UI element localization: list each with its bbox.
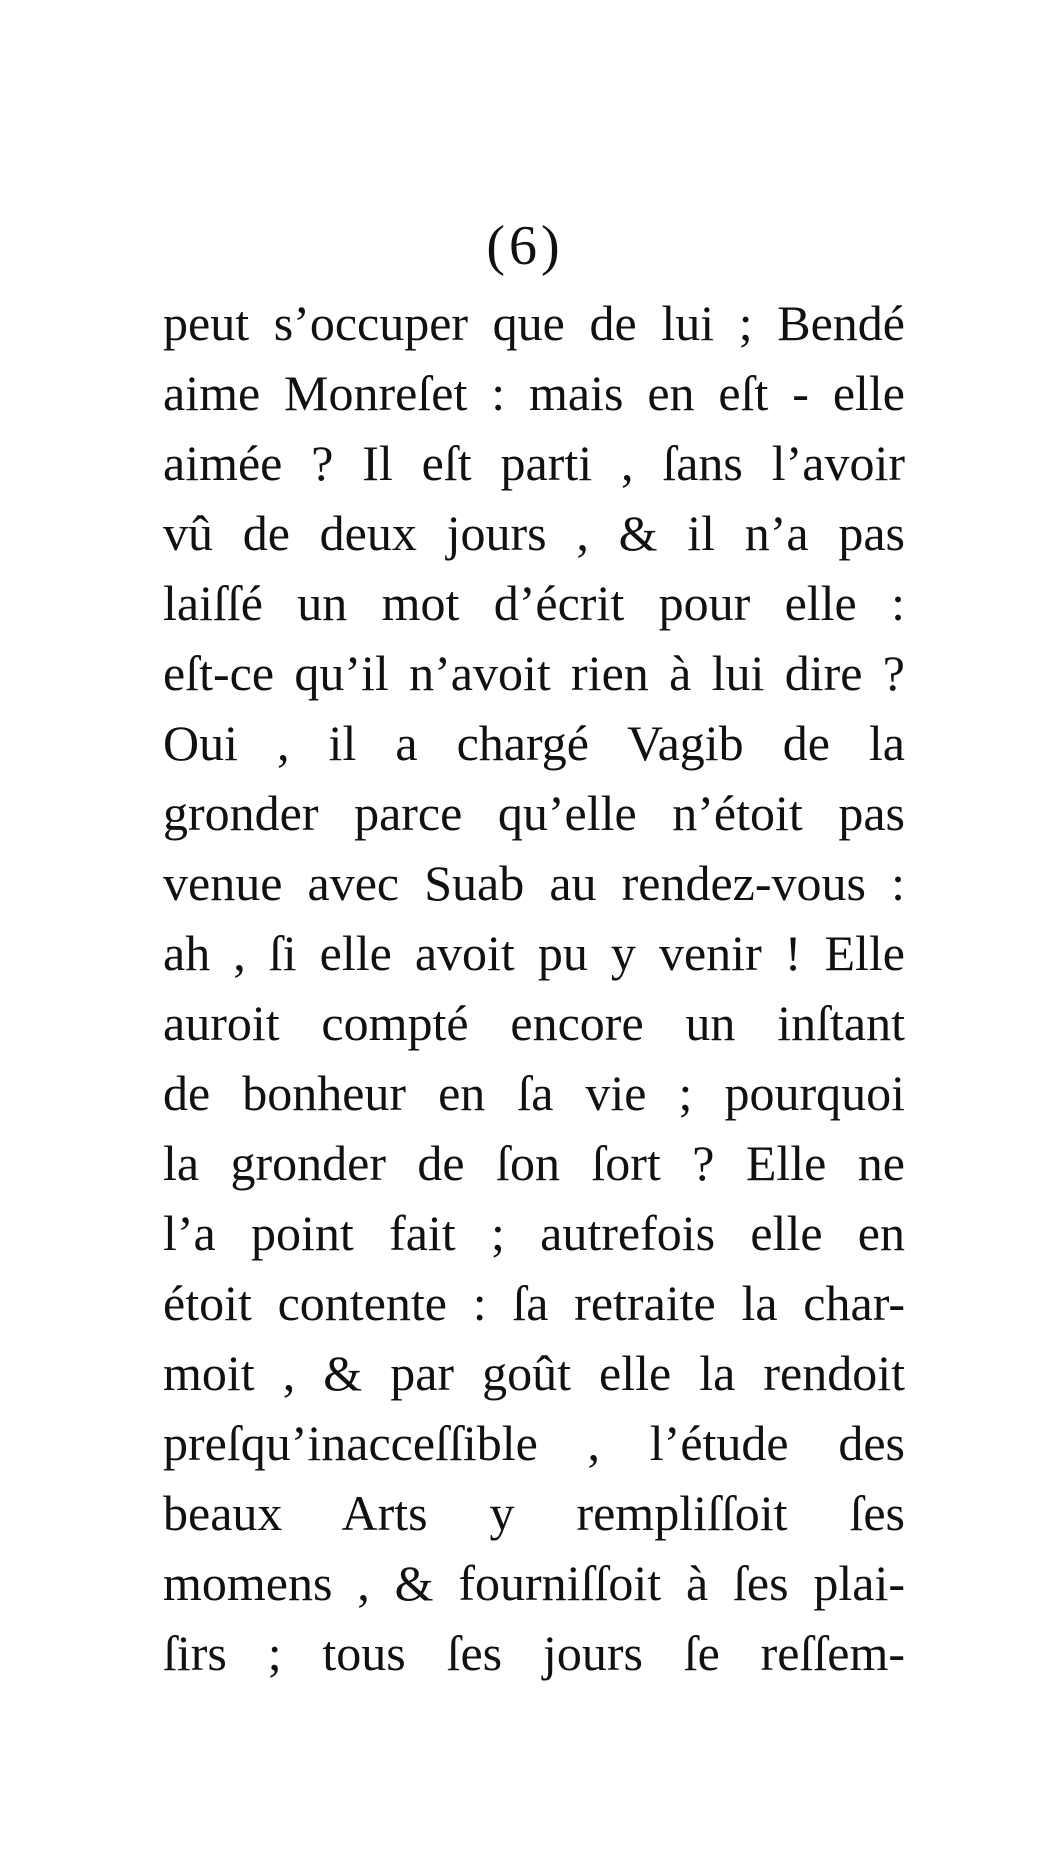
text-line: la gronder de ſon ſort ? Elle ne <box>163 1135 905 1191</box>
text-line: ſirs ; tous ſes jours ſe reſſem- <box>163 1625 905 1681</box>
text-line: preſqu’inacceſſible , l’étude des <box>163 1415 905 1471</box>
text-line: gronder parce qu’elle n’étoit pas <box>163 785 905 841</box>
text-line: aime Monreſet : mais en eſt - elle <box>163 365 905 421</box>
text-line: moit , & par goût elle la rendoit <box>163 1345 905 1401</box>
text-line: aimée ? Il eſt parti , ſans l’avoir <box>163 435 905 491</box>
body-text <box>163 288 905 1688</box>
text-line: vû de deux jours , & il n’a pas <box>163 505 905 561</box>
text-line: peut s’occuper que de lui ; Bendé <box>163 295 905 351</box>
text-line: Oui , il a chargé Vagib de la <box>163 715 905 771</box>
page-number: (6) <box>486 215 564 277</box>
text-line: eſt-ce qu’il n’avoit rien à lui dire ? <box>163 645 905 701</box>
text-line: auroit compté encore un inſtant <box>163 995 905 1051</box>
text-line: beaux Arts y rempliſſoit ſes <box>163 1485 905 1541</box>
text-line: étoit contente : ſa retraite la char- <box>163 1275 905 1331</box>
text-line: momens , & fourniſſoit à ſes plai- <box>163 1555 905 1611</box>
text-line: l’a point fait ; autrefois elle en <box>163 1205 905 1261</box>
text-line: venue avec Suab au rendez-vous : <box>163 855 905 911</box>
text-line: laiſſé un mot d’écrit pour elle : <box>163 575 905 631</box>
text-line: de bonheur en ſa vie ; pourquoi <box>163 1065 905 1121</box>
text-line: ah , ſi elle avoit pu y venir ! Elle <box>163 925 905 981</box>
